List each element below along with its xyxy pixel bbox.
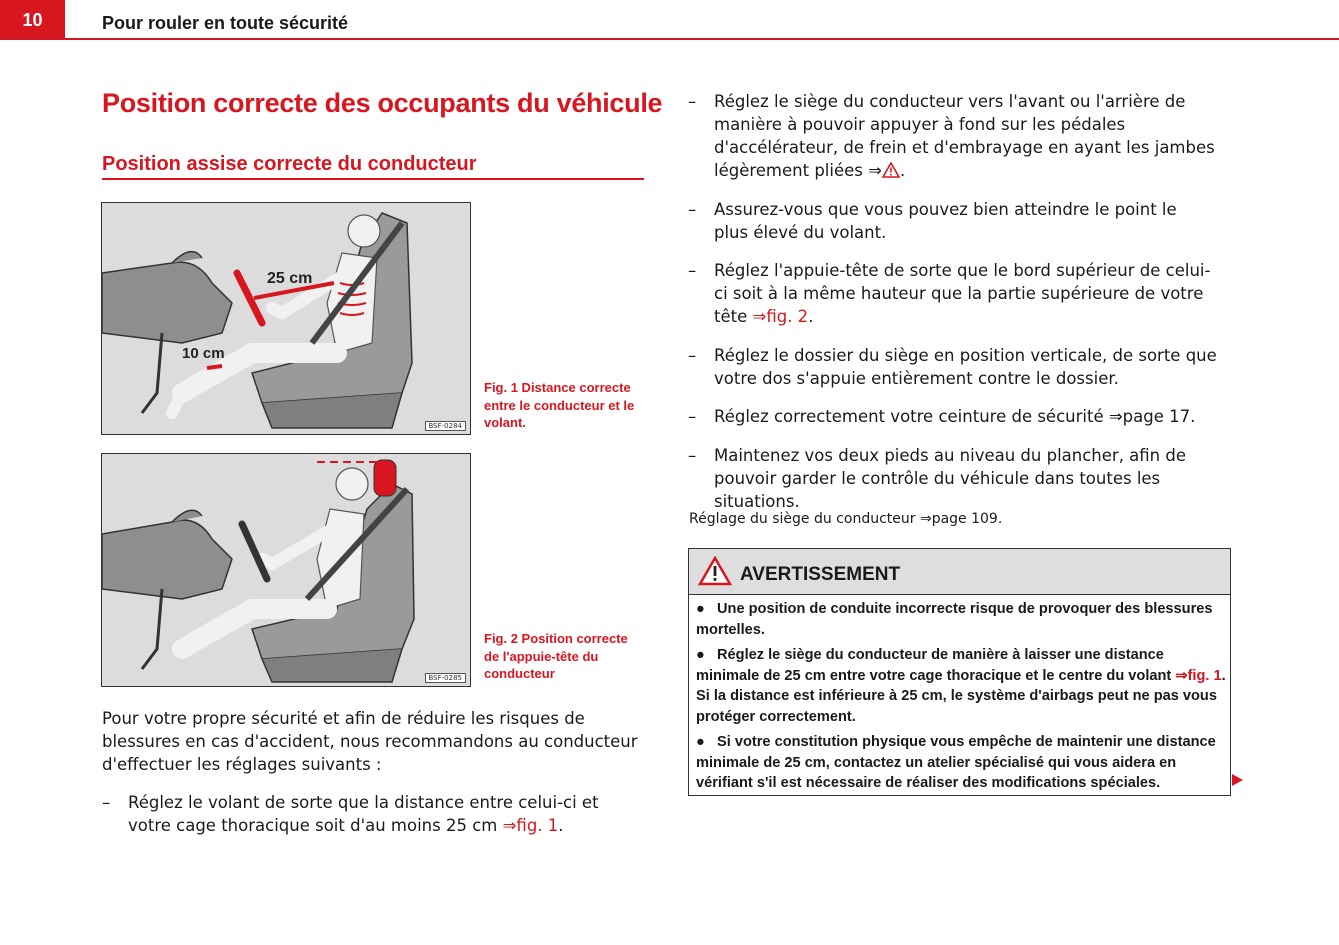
step-5-text: Réglez le dossier du siège en position verticale, de sorte que votre dos s'appuie entièrement contre le dossier.	[714, 346, 1217, 388]
warning-triangle-icon	[882, 162, 900, 178]
figure-1-illustration	[101, 202, 471, 435]
warning-icon	[698, 556, 732, 586]
section-subtitle: Position assise correcte du conducteur	[102, 153, 477, 175]
seat-adjustment-note: Réglage du siège du conducteur ⇒page 109.	[689, 511, 1003, 527]
warning-box	[688, 548, 1231, 796]
step-6-text: Réglez correctement votre ceinture de sécurité	[714, 407, 1104, 426]
running-title: Pour rouler en toute sécurité	[102, 13, 349, 33]
step-2-warning-link[interactable]: ⇒	[868, 161, 900, 180]
figure-1-code: BSF-0284	[425, 421, 467, 431]
step-1-text: Réglez le volant de sorte que la distance entre celui-ci et votre cage thoracique soit d'au moins 25 cm	[128, 793, 599, 835]
warning-header	[689, 549, 1230, 595]
step-6-page-link[interactable]: ⇒page 17	[1108, 407, 1191, 426]
page-title: Position correcte des occupants du véhicule	[102, 88, 663, 118]
warning-bullet-1: ● Une position de conduite incorrecte risque de provoquer des blessures mortelles.	[696, 601, 1213, 638]
figure-2-code: BSF-0285	[425, 673, 467, 683]
continue-arrow-icon	[1232, 774, 1243, 786]
step-4-fig-link[interactable]: ⇒fig. 2	[752, 307, 809, 326]
intro-paragraph: Pour votre propre sécurité et afin de réduire les risques de blessures en cas d'accident, nous recommandons au conducteur d'effectuer les réglages suivants :	[102, 709, 638, 774]
label-25cm: 25 cm	[267, 270, 313, 287]
header-rule	[65, 38, 1339, 40]
warning-bullet-2: ● Réglez le siège du conducteur de manière à laisser une distance minimale de 25 cm entre votre cage thoracique et le centre du volant ⇒fig. 1. Si la distance est inférieure à 25 cm, le système d'airbags peut ne pas vous protéger correctement.	[696, 647, 1226, 725]
subtitle-rule	[102, 178, 644, 180]
step-3-text: Assurez-vous que vous pouvez bien atteindre le point le plus élevé du volant.	[714, 200, 1177, 242]
step-4-text: Réglez l'appuie-tête de sorte que le bord supérieur de celui-ci soit à la même hauteur que la partie supérieure de votre tête	[714, 261, 1211, 326]
figure-1-caption: Fig. 1 Distance correcte entre le conducteur et le volant.	[484, 380, 635, 430]
figure-2-caption: Fig. 2 Position correcte de l'appuie-tête du conducteur	[484, 631, 628, 681]
warning-title: AVERTISSEMENT	[740, 564, 901, 585]
step-1-fig-link[interactable]: ⇒fig. 1	[502, 816, 559, 835]
label-10cm: 10 cm	[182, 345, 225, 362]
page-number: 10	[0, 0, 65, 40]
warning-fig-link[interactable]: ⇒fig. 1	[1175, 667, 1222, 684]
warning-bullet-3: ● Si votre constitution physique vous empêche de maintenir une distance minimale de 25 cm, contactez un atelier spécialisé qui vous aidera en vérifiant s'il est nécessaire de réaliser des modifications spéciales.	[696, 734, 1216, 791]
step-7-text: Maintenez vos deux pieds au niveau du plancher, afin de pouvoir garder le contrôle du véhicule dans toutes les situations.	[714, 446, 1187, 511]
figure-2-illustration	[101, 453, 471, 687]
step-2-text: Réglez le siège du conducteur vers l'avant ou l'arrière de manière à pouvoir appuyer à fond sur les pédales d'accélérateur, de frein et d'embrayage en ayant les jambes légèrement pliées	[714, 92, 1215, 180]
